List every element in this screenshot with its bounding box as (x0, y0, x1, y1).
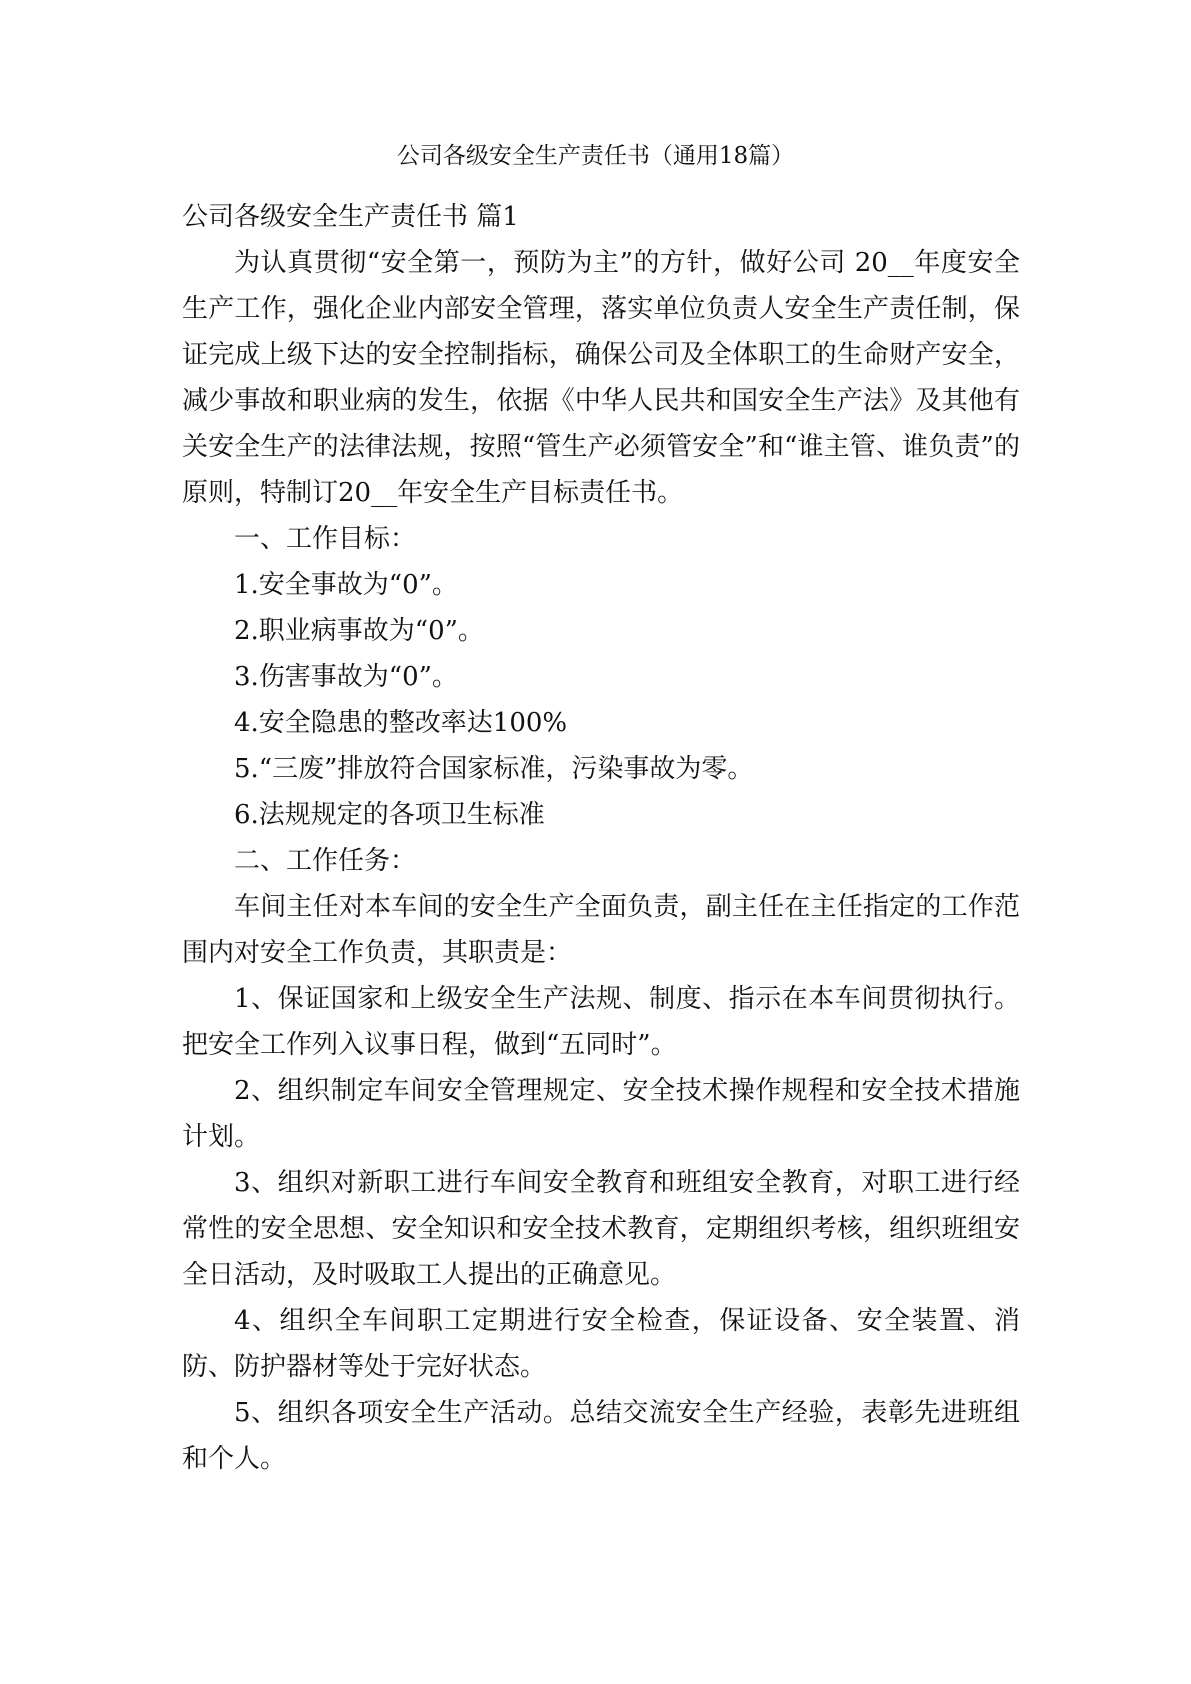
duty-item: 1、保证国家和上级安全生产法规、制度、指示在本车间贯彻执行。把安全工作列入议事日程，做到“五同时”。 (182, 984, 1020, 1060)
goal-item: 6.法规规定的各项卫生标准 (234, 800, 545, 830)
heading-work-goals: 一、工作目标： (234, 524, 417, 554)
duty-item: 3、组织对新职工进行车间安全教育和班组安全教育，对职工进行经常性的安全思想、安全知识和安全技术教育，定期组织考核，组织班组安全日活动，及时吸取工人提出的正确意见。 (182, 1168, 1020, 1290)
goal-item: 5.“三废”排放符合国家标准，污染事故为零。 (234, 754, 754, 784)
goal-item: 1.安全事故为“0”。 (234, 570, 458, 600)
duty-item: 5、组织各项安全生产活动。总结交流安全生产经验，表彰先进班组和个人。 (182, 1398, 1020, 1474)
duty-item: 4、组织全车间职工定期进行安全检查，保证设备、安全装置、消防、防护器材等处于完好状态。 (182, 1306, 1020, 1382)
duty-item: 2、组织制定车间安全管理规定、安全技术操作规程和安全技术措施计划。 (182, 1076, 1020, 1152)
goal-item: 3.伤害事故为“0”。 (234, 662, 458, 692)
document-body (182, 240, 1020, 1482)
goal-item: 4.安全隐患的整改率达100% (234, 708, 568, 738)
paragraph-duties-intro: 车间主任对本车间的安全生产全面负责，副主任在主任指定的工作范围内对安全工作负责，其职责是： (182, 892, 1020, 968)
document-title: 公司各级安全生产责任书（通用18篇） (396, 143, 795, 169)
paragraph-intro: 为认真贯彻“安全第一，预防为主”的方针，做好公司 20__年度安全生产工作，强化企业内部安全管理，落实单位负责人安全生产责任制，保证完成上级下达的安全控制指标，确保公司及全体职工的生命财产安全，减少事故和职业病的发生，依据《中华人民共和国安全生产法》及其他有关安全生产的法律法规，按照“管生产必须管安全”和“谁主管、谁负责”的原则，特制订20__年安全生产目标责任书。 (182, 248, 1020, 508)
section-heading: 公司各级安全生产责任书 篇1 (182, 202, 519, 232)
heading-work-tasks: 二、工作任务： (234, 846, 417, 876)
goal-item: 2.职业病事故为“0”。 (234, 616, 484, 646)
